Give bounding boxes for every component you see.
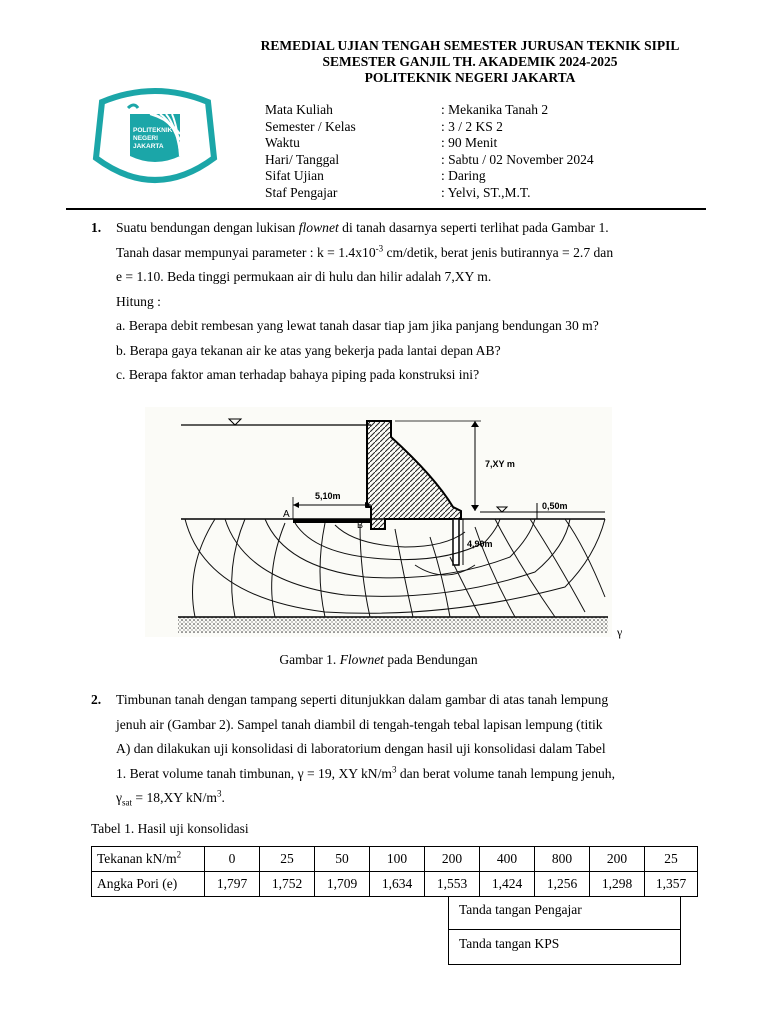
table-cell: 25 <box>260 847 315 872</box>
table-cell: 1,634 <box>370 872 425 897</box>
info-key: Staf Pengajar <box>265 184 338 200</box>
caption-suffix: pada Bendungan <box>383 652 478 667</box>
pnj-logo <box>92 84 218 196</box>
header-divider <box>66 208 706 210</box>
info-row <box>265 135 594 152</box>
info-value: : 90 Menit <box>441 135 498 150</box>
info-value: : Mekanika Tanah 2 <box>441 102 549 117</box>
logo-text-3: JAKARTA <box>133 143 164 150</box>
head-difference-label: 7,XY m <box>485 459 515 469</box>
table-cell: 200 <box>590 847 645 872</box>
table-cell: 1,357 <box>645 872 698 897</box>
table-cell: 1,553 <box>425 872 480 897</box>
flownet-figure <box>145 407 612 637</box>
row-label: Angka Pori (e) <box>92 872 205 897</box>
q1-hitung: Hitung : <box>116 293 161 309</box>
q2-line4b: dan berat volume tanah lempung jenuh, <box>396 765 616 781</box>
signature-label-pengajar: Tanda tangan Pengajar <box>459 902 582 917</box>
question-1-number: 1. <box>91 220 102 235</box>
q1-flownet: flownet <box>298 220 339 235</box>
tailwater-label: 0,50m <box>542 501 568 511</box>
institution-name: POLITEKNIK NEGERI JAKARTA <box>364 70 576 85</box>
q2-gamma-sub: sat <box>122 797 133 808</box>
figure-side-mark: γ <box>617 625 623 639</box>
row-label <box>92 847 205 872</box>
q1-part-a: a. Berapa debit rembesan yang lewat tanah dasar tiap jam jika panjang bendungan 30 m? <box>116 318 599 333</box>
table-cell: 25 <box>645 847 698 872</box>
info-value: : Sabtu / 02 November 2024 <box>441 151 594 167</box>
q1-line3: e = 1.10. Beda tinggi permukaan air di hulu dan hilir adalah 7,XY m. <box>116 269 492 284</box>
table-cell: 50 <box>315 847 370 872</box>
table-cell: 200 <box>425 847 480 872</box>
q1-part-b: b. Berapa gaya tekanan air ke atas yang bekerja pada lantai depan AB? <box>116 342 501 358</box>
info-key: Semester / Kelas <box>265 118 356 134</box>
table-title: Tabel 1. Hasil uji konsolidasi <box>91 821 249 836</box>
sheetpile-depth-label: 4,90m <box>467 539 493 549</box>
q1-line1a: Suatu bendungan dengan lukisan <box>116 220 299 235</box>
table-cell: 400 <box>480 847 535 872</box>
question-1-text <box>116 216 691 388</box>
table-cell: 800 <box>535 847 590 872</box>
q2-line5b: = 18,XY kN/m <box>132 790 217 805</box>
apron-length-label: 5,10m <box>315 491 341 501</box>
q2-line3: A) dan dilakukan uji konsolidasi di laboratorium dengan hasil uji konsolidasi dalam Tabel <box>116 741 606 756</box>
info-row <box>265 185 594 202</box>
info-row <box>265 152 594 169</box>
q1-exponent: -3 <box>375 242 384 253</box>
q1-line2a: Tanah dasar mempunyai parameter : k = 1.4x10 <box>116 244 376 260</box>
exam-title: REMEDIAL UJIAN TENGAH SEMESTER JURUSAN TEKNIK SIPIL <box>260 38 680 53</box>
exam-semester: SEMESTER GANJIL TH. AKADEMIK 2024-2025 <box>322 54 618 69</box>
table-cell: 1,797 <box>205 872 260 897</box>
table-cell: 0 <box>205 847 260 872</box>
info-key: Sifat Ujian <box>265 168 324 183</box>
caption-flownet: Flownet <box>339 652 384 667</box>
table-row <box>92 847 698 872</box>
question-2-text <box>116 688 691 811</box>
q2-line1: Timbunan tanah dengan tampang seperti ditunjukkan dalam gambar di atas tanah lempung <box>116 692 609 707</box>
signature-box-kps <box>448 929 681 965</box>
info-row <box>265 102 594 119</box>
point-a-label: A <box>283 509 290 520</box>
consolidation-table <box>91 846 698 897</box>
table-cell: 1,752 <box>260 872 315 897</box>
table-cell: 1,298 <box>590 872 645 897</box>
figure-1-caption <box>145 652 612 668</box>
logo-text-2: NEGERI <box>133 135 158 142</box>
info-key: Hari/ Tanggal <box>265 151 340 167</box>
info-value: : Daring <box>441 168 486 183</box>
info-value: : Yelvi, ST.,M.T. <box>441 184 531 200</box>
q2-line5c: . <box>221 790 225 805</box>
q2-line4-sup: 3 <box>391 763 397 774</box>
table-row <box>92 872 698 897</box>
info-key: Mata Kuliah <box>265 102 333 117</box>
info-row <box>265 168 594 185</box>
q1-line2b: cm/detik, berat jenis butirannya = 2.7 dan <box>383 244 614 260</box>
pressure-unit-sup: 2 <box>176 849 182 860</box>
table-cell: 1,256 <box>535 872 590 897</box>
point-b-label: B <box>357 520 364 530</box>
q1-part-c: c. Berapa faktor aman terhadap bahaya piping pada konstruksi ini? <box>116 367 480 382</box>
signature-label-kps: Tanda tangan KPS <box>459 936 560 951</box>
q2-gamma: γ <box>116 790 123 805</box>
pressure-label: Tekanan kN/m <box>97 851 177 866</box>
table-cell: 100 <box>370 847 425 872</box>
q2-line2: jenuh air (Gambar 2). Sampel tanah diambil di tengah-tengah tebal lapisan lempung (titik <box>116 716 603 732</box>
logo-text-1: POLITEKNIK <box>133 127 173 134</box>
question-2-number: 2. <box>91 692 102 707</box>
info-key: Waktu <box>265 135 300 150</box>
table-cell: 1,424 <box>480 872 535 897</box>
signature-box-pengajar <box>448 896 681 930</box>
course-info <box>265 102 594 201</box>
caption-prefix: Gambar 1. <box>279 652 340 667</box>
q2-line5-sup: 3 <box>216 788 222 799</box>
info-value: : 3 / 2 KS 2 <box>441 118 503 134</box>
table-cell: 1,709 <box>315 872 370 897</box>
q2-line4a: 1. Berat volume tanah timbunan, γ = 19, XY kN/m <box>116 765 392 781</box>
info-row <box>265 119 594 136</box>
q1-line1c: di tanah dasarnya seperti terlihat pada Gambar 1. <box>338 220 609 235</box>
